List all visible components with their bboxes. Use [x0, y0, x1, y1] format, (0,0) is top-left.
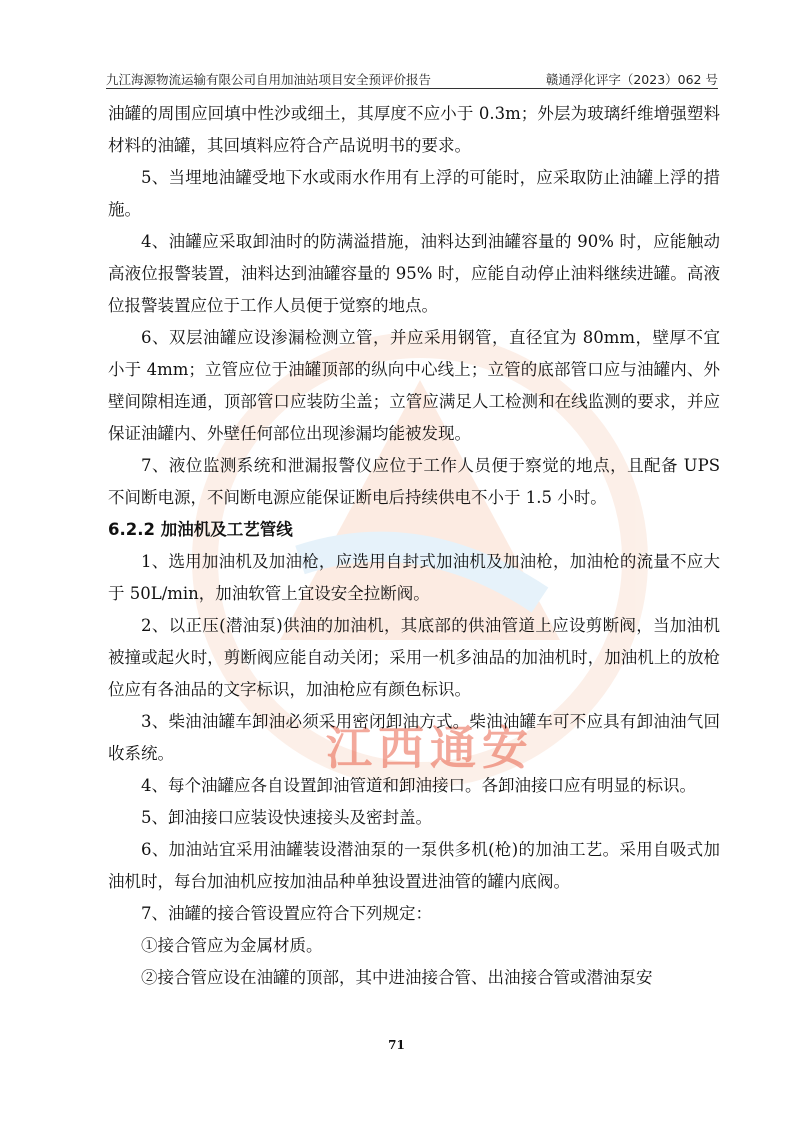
- body-paragraph: 7、油罐的接合管设置应符合下列规定：: [141, 904, 432, 923]
- page-header: [106, 66, 718, 89]
- body-paragraph: 2、以正压(潜油泵)供油的加油机，其底部的供油管道上应设剪断阀，当加油机被撞或起火时，剪断阀应能自动关闭；采用一机多油品的加油机时，加油机上的放枪位应有各油品的文字标识，加油枪应有颜色标识。: [108, 616, 720, 699]
- header-report-title: 九江海源物流运输有限公司自用加油站项目安全预评价报告: [106, 72, 432, 87]
- body-paragraph: 5、当埋地油罐受地下水或雨水作用有上浮的可能时，应采取防止油罐上浮的措施。: [108, 168, 720, 219]
- body-paragraph: 3、柴油油罐车卸油必须采用密闭卸油方式。柴油油罐车可不应具有卸油油气回收系统。: [108, 712, 720, 763]
- body-paragraph: 4、油罐应采取卸油时的防满溢措施，油料达到油罐容量的 90% 时，应能触动高液位报警装置，油料达到油罐容量的 95% 时，应能自动停止油料继续进罐。高液位报警装置应位于工作人员便于觉察的地点。: [108, 232, 720, 315]
- body-paragraph: ②接合管应设在油罐的顶部，其中进油接合管、出油接合管或潜油泵安: [141, 968, 653, 987]
- body-paragraph: 4、每个油罐应各自设置卸油管道和卸油接口。各卸油接口应有明显的标识。: [141, 776, 696, 795]
- document-body: [108, 98, 720, 994]
- body-paragraph: 油罐的周围应回填中性沙或细土，其厚度不应小于 0.3m；外层为玻璃纤维增强塑料材料的油罐，其回填料应符合产品说明书的要求。: [108, 104, 720, 155]
- body-paragraph: 6、加油站宜采用油罐装设潜油泵的一泵供多机(枪)的加油工艺。采用自吸式加油机时，每台加油机应按加油品种单独设置进油管的罐内底阀。: [108, 840, 720, 891]
- header-report-number: 赣通浮化评字（2023）062 号: [545, 72, 718, 87]
- body-paragraph: ①接合管应为金属材质。: [141, 936, 323, 955]
- watermark-text: 江西通安: [326, 721, 534, 775]
- body-paragraph: 7、液位监测系统和泄漏报警仪应位于工作人员便于察觉的地点，且配备 UPS 不间断电源，不间断电源应能保证断电后持续供电不小于 1.5 小时。: [108, 456, 720, 507]
- body-paragraph: 6、双层油罐应设渗漏检测立管，并应采用钢管，直径宜为 80mm，壁厚不宜小于 4mm；立管应位于油罐顶部的纵向中心线上；立管的底部管口应与油罐内、外壁间隙相连通，顶部管口应装防尘盖；立管应满足人工检测和在线监测的要求，并应保证油罐内、外壁任何部位出现渗漏均能被发现。: [108, 328, 720, 443]
- body-paragraph: 1、选用加油机及加油枪，应选用自封式加油机及加油枪，加油枪的流量不应大于 50L/min，加油软管上宜设安全拉断阀。: [108, 552, 720, 603]
- body-paragraph: 5、卸油接口应装设快速接头及密封盖。: [141, 808, 432, 827]
- page-number: 71: [388, 1038, 405, 1052]
- section-heading: 6.2.2 加油机及工艺管线: [108, 520, 293, 539]
